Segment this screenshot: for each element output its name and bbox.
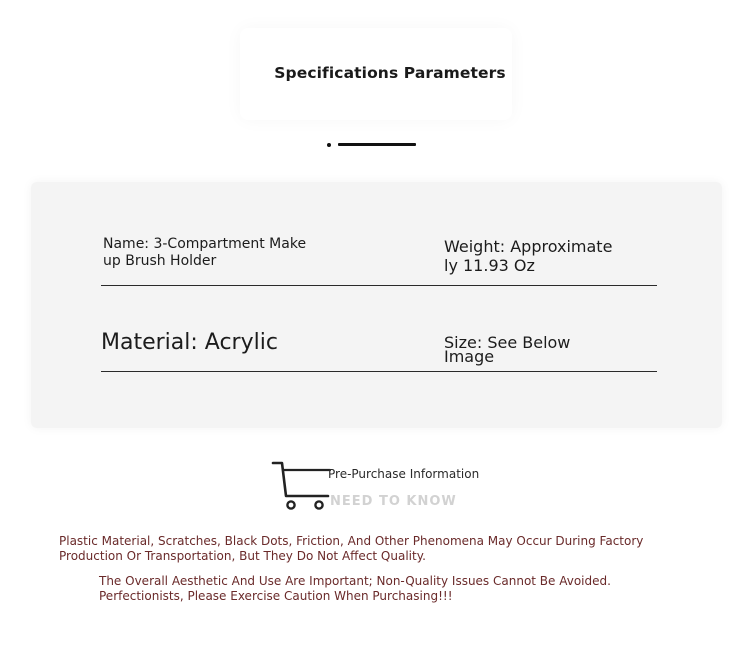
spec-size: Size: See Below Image <box>444 333 571 366</box>
caution-notice-paragraph: The Overall Aesthetic And Use Are Important; Non-Quality Issues Cannot Be Avoided. Perfectionists, Please Exercise Caution When Purchasing!!! <box>99 574 611 603</box>
title-panel <box>240 28 512 120</box>
need-to-know-faint-text: NEED TO KNOW <box>330 494 457 509</box>
pre-purchase-label: Pre-Purchase Information <box>328 467 480 481</box>
page-title: Specifications Parameters <box>274 64 506 82</box>
divider-bar <box>338 143 416 146</box>
shopping-cart-icon <box>270 458 332 514</box>
spec-name: Name: 3-Compartment Makeup Brush Holder <box>103 236 307 269</box>
spec-row-divider <box>101 285 657 286</box>
quality-notice-paragraph: Plastic Material, Scratches, Black Dots, Friction, And Other Phenomena May Occur During Factory Production Or Transportation, But They Do Not Affect Quality. <box>59 534 644 563</box>
divider-dot <box>327 143 331 147</box>
spec-row-divider <box>101 371 657 372</box>
spec-material: Material: Acrylic <box>101 330 278 355</box>
pre-purchase-header <box>270 458 490 514</box>
title-divider <box>327 141 419 149</box>
spec-weight: Weight: Approximately 11.93 Oz <box>444 237 613 275</box>
specifications-card <box>31 182 722 428</box>
